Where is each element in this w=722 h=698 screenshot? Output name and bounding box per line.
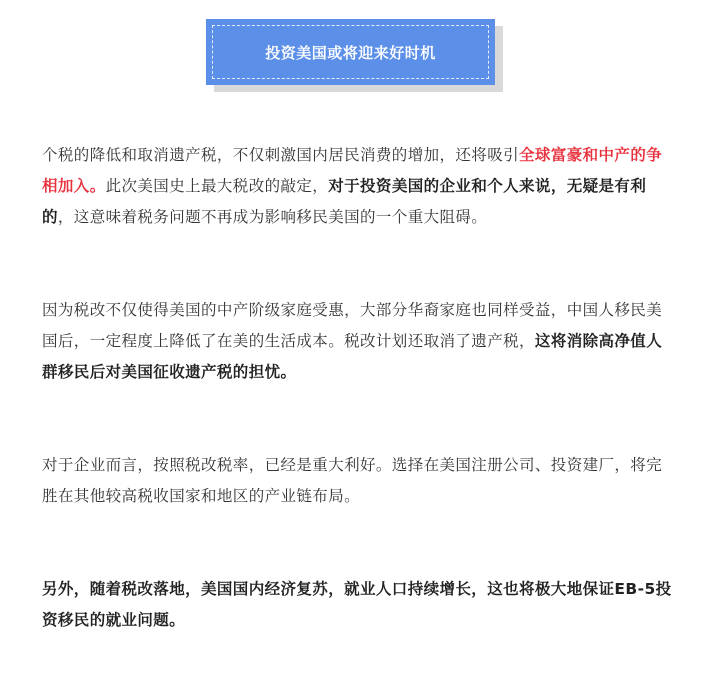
paragraph-2 <box>42 295 676 388</box>
title-banner <box>206 19 495 85</box>
paragraph-3 <box>42 450 676 512</box>
paragraph-1 <box>42 140 676 233</box>
bold-text: 对于投资美国的企业和个人来说，无疑是有利的 <box>42 177 647 226</box>
text-segment: ，这意味着税务问题不再成为影响移民美国的一个重大阻碍。 <box>57 208 488 226</box>
text-segment: 对于企业而言，按照税改税率，已经是重大利好。选择在美国注册公司、投资建厂，将完胜在其他较高税收国家和地区的产业链布局。 <box>42 456 663 505</box>
bold-text: 这将消除高净值人群移民后对美国征收遗产税的担忧。 <box>42 332 663 381</box>
text-segment: 个税的降低和取消遗产税，不仅刺激国内居民消费的增加，还将吸引 <box>42 146 520 164</box>
article-body <box>42 140 676 698</box>
text-segment: 此次美国史上最大税改的敲定， <box>105 177 329 195</box>
text-segment: 因为税改不仅使得美国的中产阶级家庭受惠，大部分华裔家庭也同样受益，中国人移民美国后，一定程度上降低了在美的生活成本。税改计划还取消了遗产税， <box>42 301 663 350</box>
highlight-red-text: 全球富豪和中产的争相加入。 <box>42 146 663 195</box>
banner-dashed-frame <box>212 25 489 79</box>
banner-title: 投资美国或将迎来好时机 <box>265 43 436 62</box>
paragraph-4 <box>42 574 676 636</box>
bold-text: 另外，随着税改落地，美国国内经济复苏，就业人口持续增长，这也将极大地保证EB-5投资移民的就业问题。 <box>42 580 672 629</box>
